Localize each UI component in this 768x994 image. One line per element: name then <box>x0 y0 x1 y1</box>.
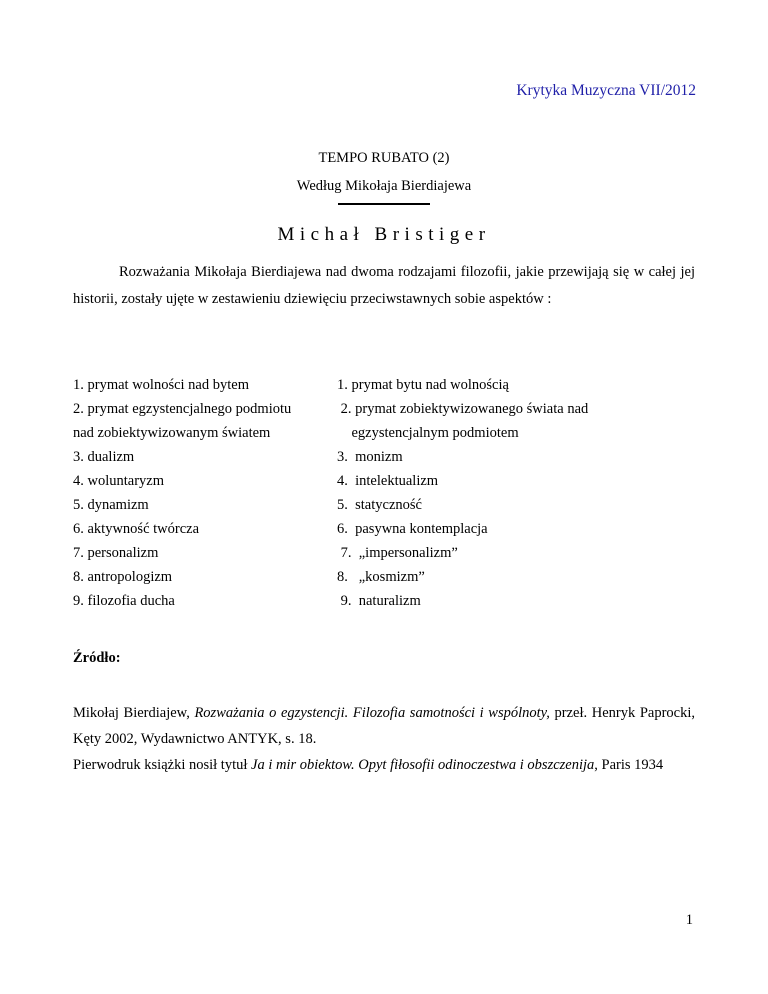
first-edition-line <box>73 752 695 778</box>
aspect-right: 3. monizm <box>337 449 403 465</box>
aspect-row <box>73 589 695 613</box>
aspect-row <box>73 373 695 397</box>
journal-header: Krytyka Muzyczna VII/2012 <box>516 82 696 99</box>
aspect-row <box>73 493 695 517</box>
citation-line <box>73 700 695 752</box>
source-citation <box>73 700 695 778</box>
aspect-left: 2. prymat egzystencjalnego podmiotu <box>73 401 292 417</box>
aspect-right: egzystencjalnym podmiotem <box>337 425 519 441</box>
aspect-row <box>73 397 695 421</box>
citation-title: Rozważania o egzystencji. Filozofia samotności i wspólnoty, <box>194 705 550 721</box>
aspect-left: 5. dynamizm <box>73 497 149 513</box>
intro-paragraph: Rozważania Mikołaja Bierdiajewa nad dwoma rodzajami filozofii, jakie przewijają się w całej jej historii, zostały ujęte w zestawieniu dziewięciu przeciwstawnych sobie aspektów : <box>73 264 695 307</box>
citation-author: Mikołaj Bierdiajew, <box>73 705 195 721</box>
aspect-right: 5. statyczność <box>337 497 422 513</box>
aspect-row <box>73 517 695 541</box>
article-subtitle: Według Mikołaja Bierdiajewa <box>296 178 472 194</box>
aspect-left: 3. dualizm <box>73 449 135 465</box>
first-edition-place: , Paris 1934 <box>594 757 664 773</box>
title-divider <box>338 203 430 205</box>
aspects-list <box>73 373 695 613</box>
aspect-right: 1. prymat bytu nad wolnością <box>337 377 509 393</box>
aspect-right: 6. pasywna kontemplacja <box>337 521 488 537</box>
aspect-left: 1. prymat wolności nad bytem <box>73 377 249 393</box>
page-number: 1 <box>685 912 693 928</box>
aspect-left: 8. antropologizm <box>73 569 173 585</box>
aspect-row <box>73 541 695 565</box>
aspect-left: 9. filozofia ducha <box>73 593 175 609</box>
author-name: Michał Bristiger <box>277 224 491 245</box>
aspect-row <box>73 565 695 589</box>
aspect-row <box>73 421 695 445</box>
aspect-right: 2. prymat zobiektywizowanego świata nad <box>337 401 589 417</box>
aspect-right: 4. intelektualizm <box>337 473 439 489</box>
aspect-right: 8. „kosmizm” <box>337 569 425 585</box>
aspect-left: 4. woluntaryzm <box>73 473 165 489</box>
title-block <box>0 147 768 247</box>
original-title: Ja i mir obiektow. Opyt fiłosofii odinoczestwa i obszczenija <box>251 757 595 773</box>
aspect-right: 9. naturalizm <box>337 593 421 609</box>
aspect-left: 6. aktywność twórcza <box>73 521 200 537</box>
article-title: TEMPO RUBATO (2) <box>318 150 450 166</box>
aspect-row <box>73 445 695 469</box>
aspect-left: 7. personalizm <box>73 545 159 561</box>
first-edition-intro: Pierwodruk książki nosił tytuł <box>73 757 252 773</box>
aspect-row <box>73 469 695 493</box>
aspect-left: nad zobiektywizowanym światem <box>73 425 271 441</box>
aspect-right: 7. „impersonalizm” <box>337 545 458 561</box>
source-heading: Źródło: <box>73 650 121 666</box>
citation-details: przeł. Henryk Paprocki, Kęty 2002, Wydawnictwo ANTYK, s. 18. <box>73 705 696 747</box>
